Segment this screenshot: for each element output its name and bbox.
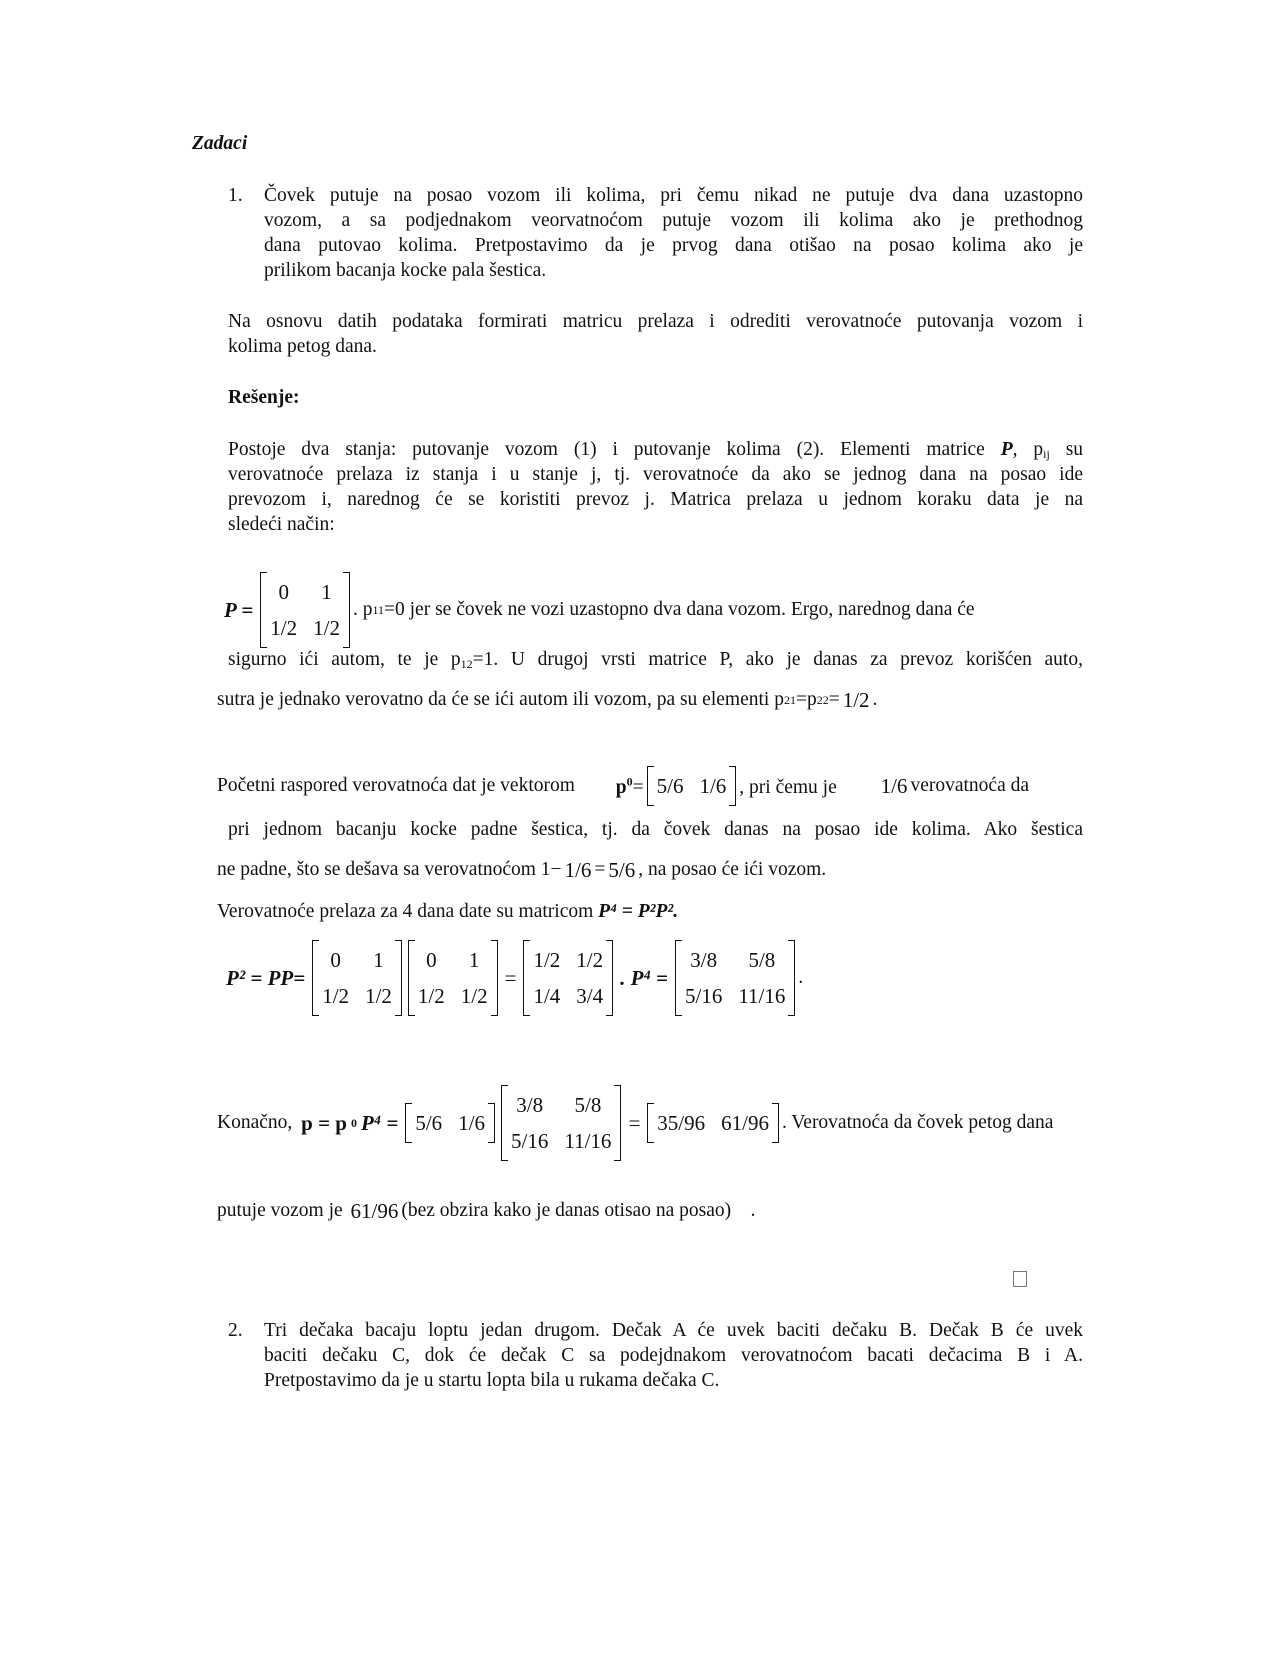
matrix-cell: 1/2 xyxy=(460,984,488,1008)
text: . xyxy=(872,689,878,710)
superscript: 0 xyxy=(350,1116,357,1130)
text: , na posao će ići vozom. xyxy=(638,859,827,880)
matrix-cell: 1/2 xyxy=(322,984,350,1008)
task-text-line: prilikom bacanja kocke pala šestica. xyxy=(264,260,547,281)
fraction: 5/6 xyxy=(608,858,636,882)
initial-vector xyxy=(405,1103,495,1143)
matrix-cell: 1/4 xyxy=(533,984,561,1008)
matrix-cell: 1 xyxy=(373,948,384,972)
matrix-cell: 3/8 xyxy=(516,1093,544,1117)
matrix-cell: 1/2 xyxy=(270,616,298,640)
matrix-cell: 1/2 xyxy=(313,616,340,640)
initial-vector-line xyxy=(217,766,1029,806)
task-text-line: Pretpostavimo da je u startu lopta bila u rukama dečaka C. xyxy=(264,1370,720,1391)
text: =0 jer se čovek ne vozi uzastopno dva dana vozom. Ergo, narednog dana će xyxy=(384,599,975,620)
transition-matrix xyxy=(408,940,498,1016)
p4-matrix xyxy=(501,1085,621,1161)
matrix-cell: 5/16 xyxy=(511,1129,549,1153)
subscript: 12 xyxy=(460,657,473,671)
matrix-label: P = xyxy=(224,598,254,622)
transition-matrix-row xyxy=(220,572,975,648)
p2-equation xyxy=(222,940,803,1016)
text: , p xyxy=(1012,439,1044,460)
vector-symbol: p xyxy=(615,777,627,798)
text: ne padne, što se dešava sa verovatnoćom 1− xyxy=(217,859,562,880)
equation-label: . P⁴ = xyxy=(620,966,668,990)
solution-line: pri jednom bacanju kocke padne šestica, tj. da čovek danas na posao ide kolima. Ako šestica xyxy=(228,819,1083,840)
matrix-cell: 1/2 xyxy=(576,948,604,972)
task-text-line: baciti dečaku C, dok će dečak C sa podejdnakom verovatnoćom bacati dečacima B i A. xyxy=(264,1345,1083,1366)
matrix-cell: 0 xyxy=(426,948,437,972)
matrix-cell: 0 xyxy=(278,580,289,604)
text: Verovatnoće prelaza za 4 dana date su matricom xyxy=(217,901,594,922)
matrix-cell: 1/6 xyxy=(699,774,727,798)
matrix-cell: 61/96 xyxy=(721,1111,769,1135)
matrix-cell: 1 xyxy=(468,948,480,972)
matrix-cell: 3/8 xyxy=(690,948,718,972)
equation: P⁴ = P²P². xyxy=(598,901,679,922)
equation-label: P² = PP= xyxy=(226,966,306,990)
text: verovatnoća da xyxy=(910,774,1029,796)
matrix-cell: 1/2 xyxy=(533,948,561,972)
text: = xyxy=(632,777,644,798)
matrix-cell: 3/4 xyxy=(576,984,604,1008)
subscript: 11 xyxy=(372,603,385,617)
fraction: 61/96 xyxy=(350,1199,399,1223)
task-number: 2. xyxy=(228,1320,243,1341)
matrix-symbol: P xyxy=(1000,439,1013,460)
text: su xyxy=(1049,439,1084,460)
subscript: 22 xyxy=(816,693,829,707)
final-equation xyxy=(217,1085,1053,1161)
task-text-line: Čovek putuje na posao vozom ili kolima, pri čemu nikad ne putuje dva dana uzastopno xyxy=(264,185,1083,206)
matrix-cell: 1/6 xyxy=(458,1111,486,1135)
section-heading: Zadaci xyxy=(192,133,248,154)
matrix-cell: 1/2 xyxy=(365,984,392,1008)
text: . p xyxy=(352,599,373,620)
equals: = xyxy=(628,1111,641,1135)
question-line: kolima petog dana. xyxy=(228,336,377,357)
answer-line xyxy=(217,1198,755,1224)
fraction: 1/6 xyxy=(880,774,908,799)
question-line: Na osnovu datih podataka formirati matricu prelaza i odrediti verovatnoće putovanja vozom i xyxy=(228,311,1083,332)
fraction: 1/6 xyxy=(564,858,592,882)
equals: = xyxy=(504,966,517,990)
result-vector xyxy=(647,1103,779,1143)
task-text-line: dana putovao kolima. Pretpostavimo da je prvog dana otišao na posao kolima ako je xyxy=(264,235,1083,256)
p2-matrix xyxy=(523,940,613,1016)
solution-line xyxy=(217,687,877,713)
text: Konačno, xyxy=(217,1112,293,1133)
matrix-cell: 11/16 xyxy=(738,984,786,1008)
text: sigurno ići autom, te je p xyxy=(228,649,461,670)
matrix-cell: 5/8 xyxy=(748,948,776,972)
p4-matrix xyxy=(675,940,795,1016)
text: . Verovatnoća da čovek petog dana xyxy=(781,1112,1054,1133)
fraction: 1/2 xyxy=(842,688,870,712)
text: =p xyxy=(795,689,817,710)
matrix-cell: 11/16 xyxy=(564,1129,612,1153)
text: =1. U drugoj vrsti matrice P, ako je danas za prevoz korišćen auto, xyxy=(472,649,1083,670)
transition-matrix xyxy=(260,572,350,648)
text: = xyxy=(594,859,606,880)
equation: p = p xyxy=(301,1111,347,1135)
solution-line: prevozom i, narednog će se koristiti prevoz j. Matrica prelaza u jednom koraku data je na xyxy=(228,489,1083,510)
text: Postoje dva stanja: putovanje vozom (1) i putovanje kolima (2). Elementi matrice xyxy=(228,439,985,460)
subscript: 21 xyxy=(783,693,796,707)
matrix-cell: 1/2 xyxy=(417,984,445,1008)
solution-line xyxy=(217,857,826,883)
matrix-cell: 5/6 xyxy=(415,1111,443,1135)
text: . xyxy=(798,967,804,988)
text: sutra je jednako verovatno da će se ići autom ili vozom, pa su elementi p xyxy=(217,689,784,710)
transition-matrix xyxy=(312,940,402,1016)
subscript: ij xyxy=(1043,447,1050,461)
equation: P⁴ = xyxy=(360,1111,399,1135)
solution-heading: Rešenje: xyxy=(228,387,300,408)
matrix-cell: 5/6 xyxy=(656,774,684,798)
solution-line: sledeći način: xyxy=(228,514,335,535)
solution-line xyxy=(217,899,1072,925)
matrix-cell: 5/16 xyxy=(684,984,723,1008)
initial-vector xyxy=(647,766,737,806)
matrix-cell: 0 xyxy=(330,948,341,972)
text: , pri čemu je xyxy=(739,777,837,798)
task-text-line: Tri dečaka bacaju loptu jedan drugom. Dečak A će uvek baciti dečaku B. Dečak B će uvek xyxy=(264,1320,1083,1341)
superscript: 0 xyxy=(626,774,633,789)
task-text-line: vozom, a sa podjednakom veorvatnoćom putuje vozom ili kolima ako je prethodnog xyxy=(264,210,1083,231)
task-number: 1. xyxy=(228,185,243,206)
matrix-cell: 1 xyxy=(321,580,332,604)
matrix-cell: 5/8 xyxy=(574,1093,602,1117)
text: = xyxy=(828,689,840,710)
text: putuje vozom je xyxy=(217,1200,343,1221)
solution-line xyxy=(228,647,1083,677)
solution-line: verovatnoće prelaza iz stanja i u stanje j, tj. verovatnoće da ako se jednog dana na posao ide xyxy=(228,464,1083,485)
text: (bez obzira kako je danas otisao na posao) . xyxy=(401,1200,756,1221)
matrix-cell: 35/96 xyxy=(657,1111,706,1135)
end-of-proof-box-icon xyxy=(1013,1271,1027,1287)
text: Početni raspored verovatnoća dat je vektorom xyxy=(217,775,575,796)
